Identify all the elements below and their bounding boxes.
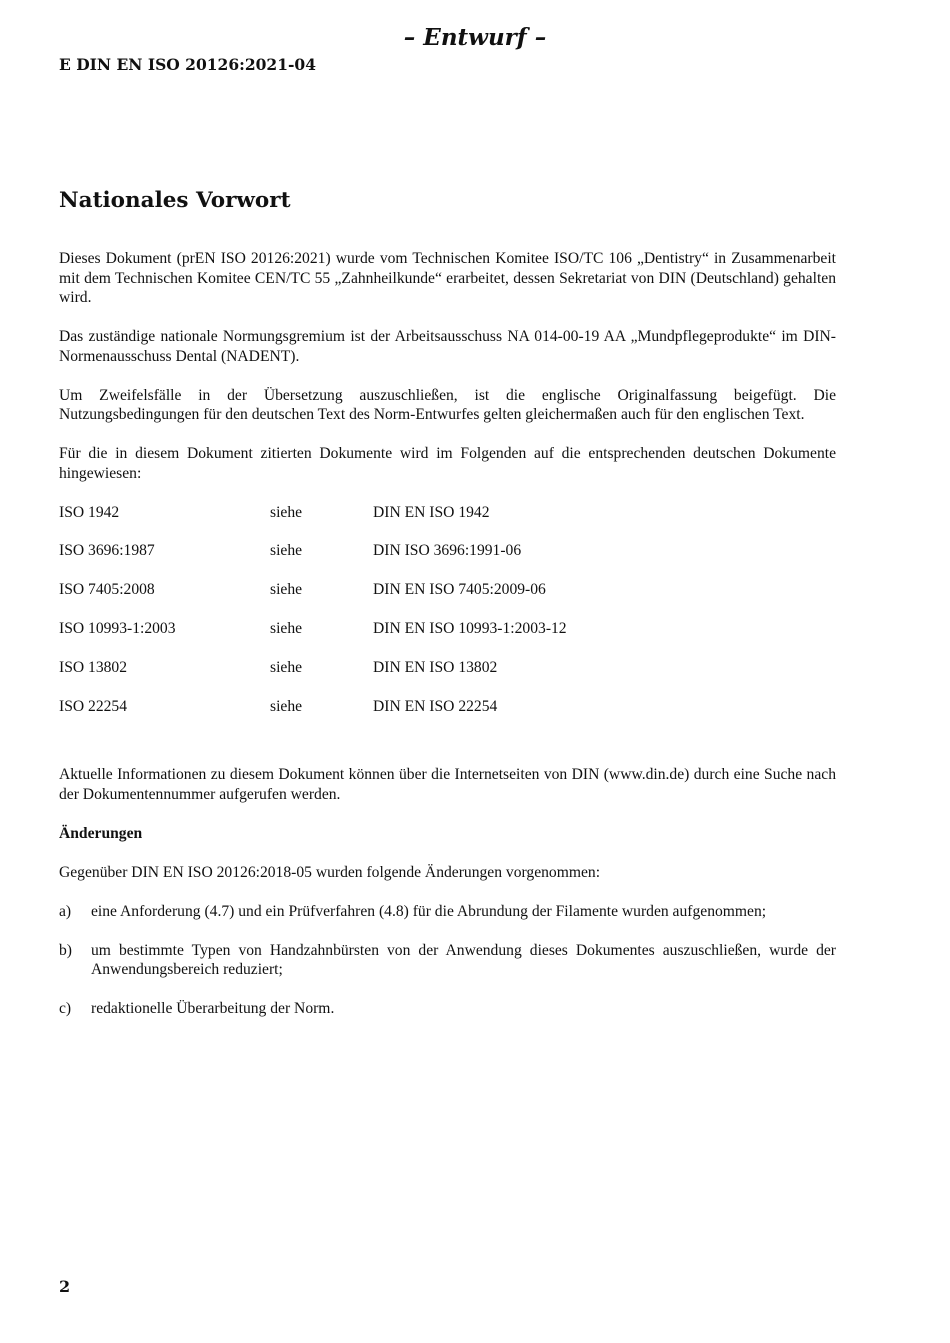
reference-row xyxy=(59,619,836,639)
info-paragraph: Aktuelle Informationen zu diesem Dokument können über die Internetseiten von DIN (www.din.de) durch eine Suche nach der Dokumentennummer aufgerufen werden. xyxy=(59,766,836,803)
reference-iso: ISO 7405:2008 xyxy=(59,581,155,599)
foreword-paragraph: Für die in diesem Dokument zitierten Dokumente wird im Folgenden auf die entsprechenden deutschen Dokumente hingewiesen: xyxy=(59,445,836,482)
foreword-paragraph: Das zuständige nationale Normungsgremium ist der Arbeitsausschuss NA 014-00-19 AA „Mundpflegeprodukte“ im DIN-Normenausschuss Dental (NADENT). xyxy=(59,328,836,365)
reference-iso: ISO 3696:1987 xyxy=(59,542,155,560)
reference-iso: ISO 1942 xyxy=(59,503,120,521)
foreword-title: Nationales Vorwort xyxy=(59,188,291,213)
changes-intro: Gegenüber DIN EN ISO 20126:2018-05 wurden folgende Änderungen vorgenommen: xyxy=(59,863,601,881)
changes-title: Änderungen xyxy=(59,824,143,842)
page-number: 2 xyxy=(59,1277,71,1296)
reference-see: siehe xyxy=(270,620,303,638)
reference-din: DIN EN ISO 13802 xyxy=(373,659,498,677)
change-text: eine Anforderung (4.7) und ein Prüfverfahren (4.8) für die Abrundung der Filamente wurden aufgenommen; xyxy=(91,902,767,920)
change-text: um bestimmte Typen von Handzahnbürsten von der Anwendung dieses Dokumentes auszuschließen, wurde der Anwendungsbereich reduziert; xyxy=(91,941,836,979)
change-marker: b) xyxy=(59,941,72,959)
change-text: redaktionelle Überarbeitung der Norm. xyxy=(91,1000,335,1018)
reference-din: DIN EN ISO 1942 xyxy=(373,503,490,521)
reference-table xyxy=(59,503,836,717)
reference-din: DIN EN ISO 7405:2009-06 xyxy=(373,581,546,599)
foreword-paragraph: Dieses Dokument (prEN ISO 20126:2021) wurde vom Technischen Komitee ISO/TC 106 „Dentistry“ in Zusammenarbeit mit dem Technischen Komitee CEN/TC 55 „Zahnheilkunde“ erarbeitet, dessen Sekretariat von DIN (Deutschland) gehalten wird. xyxy=(59,250,836,306)
reference-row xyxy=(59,697,836,717)
foreword-paragraph: Um Zweifelsfälle in der Übersetzung auszuschließen, ist die englische Originalfassung beigefügt. Die Nutzungsbedingungen für den deutschen Text des Norm-Entwurfes gelten gleichermaßen auch für den englischen Text. xyxy=(59,386,836,423)
reference-row xyxy=(59,541,836,561)
reference-din: DIN EN ISO 22254 xyxy=(373,697,498,715)
document-id: E DIN EN ISO 20126:2021-04 xyxy=(59,55,316,74)
reference-row xyxy=(59,580,836,600)
change-item xyxy=(59,902,836,922)
change-marker: a) xyxy=(59,902,72,920)
reference-see: siehe xyxy=(270,503,303,521)
reference-din: DIN ISO 3696:1991-06 xyxy=(373,542,522,560)
change-item xyxy=(59,999,836,1019)
page-content xyxy=(59,186,836,1038)
reference-din: DIN EN ISO 10993-1:2003-12 xyxy=(373,620,567,638)
reference-row xyxy=(59,503,836,523)
reference-see: siehe xyxy=(270,581,303,599)
reference-row xyxy=(59,658,836,678)
reference-see: siehe xyxy=(270,542,303,560)
reference-see: siehe xyxy=(270,697,303,715)
draft-label: – Entwurf – xyxy=(403,24,547,51)
reference-see: siehe xyxy=(270,659,303,677)
reference-iso: ISO 13802 xyxy=(59,659,128,677)
reference-iso: ISO 10993-1:2003 xyxy=(59,620,176,638)
change-item xyxy=(59,941,836,980)
change-marker: c) xyxy=(59,1000,72,1018)
reference-iso: ISO 22254 xyxy=(59,697,128,715)
